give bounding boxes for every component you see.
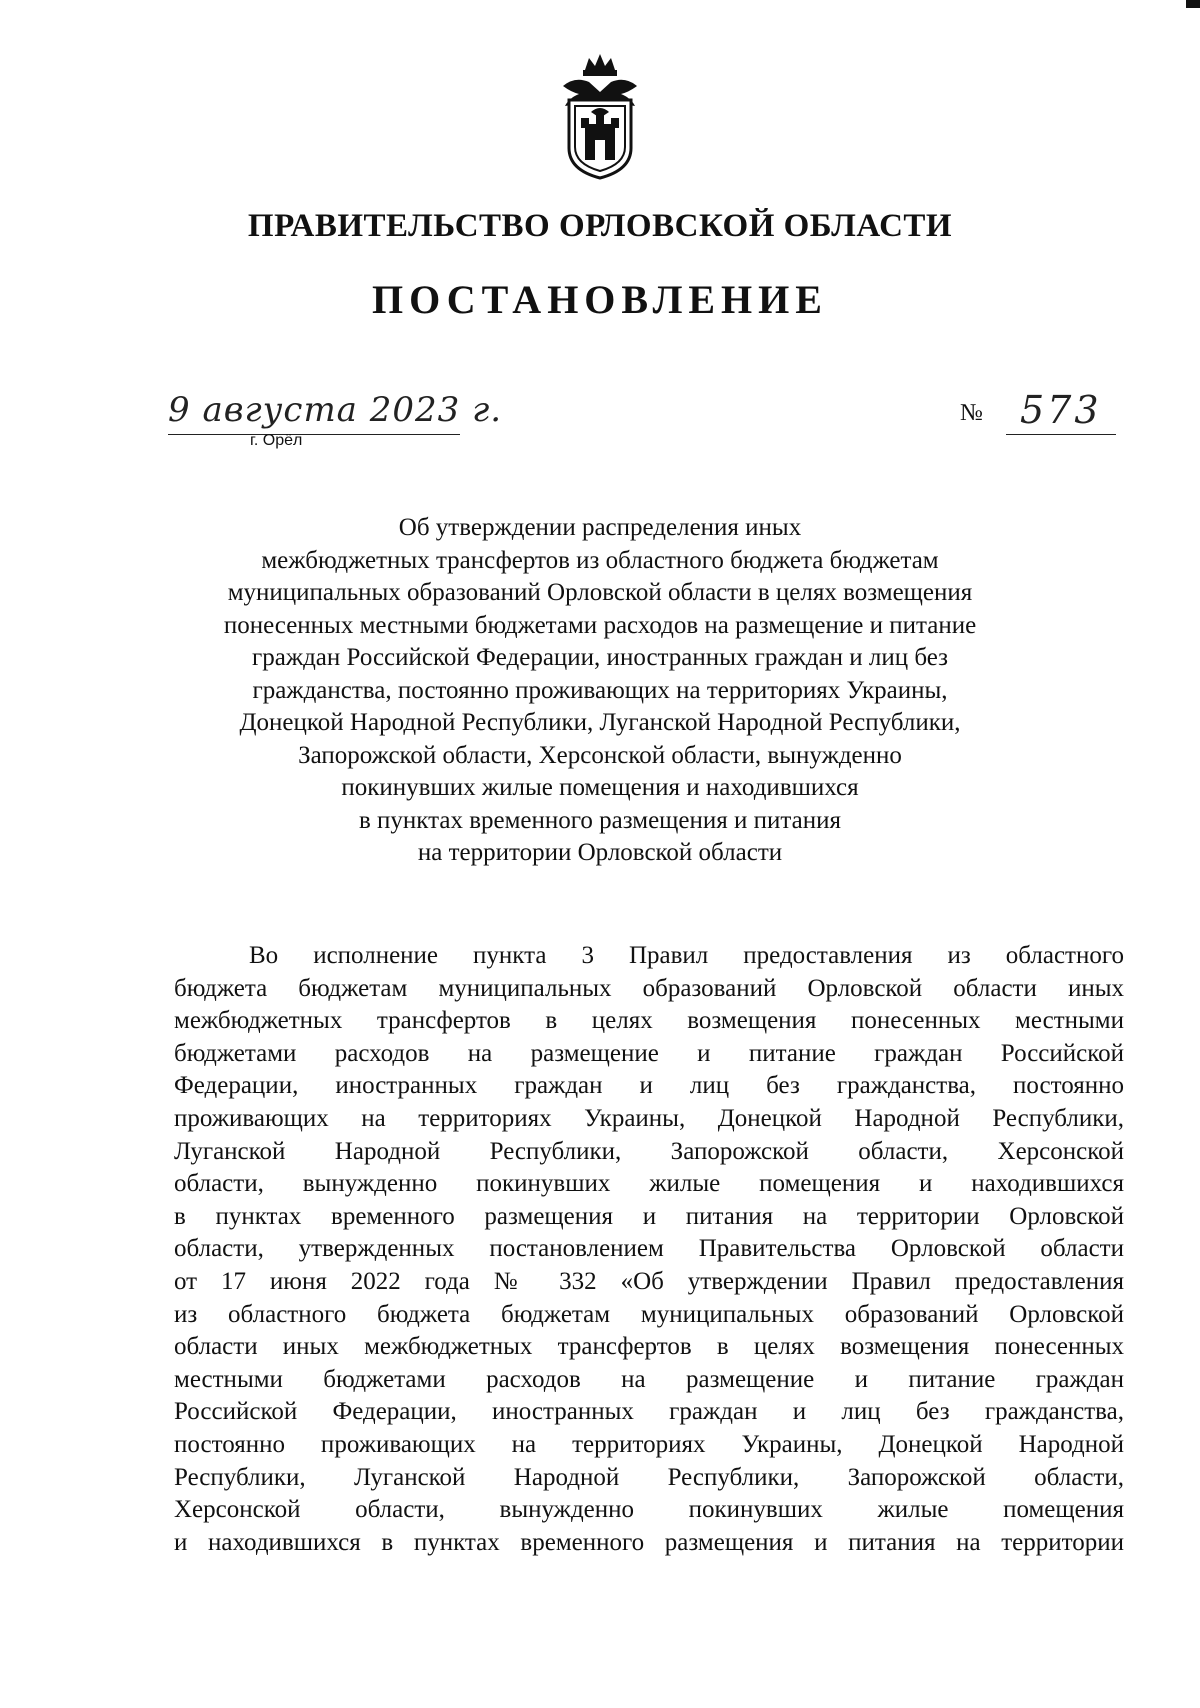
- body-line: Луганской Народной Республики, Запорожской области, Херсонской: [174, 1137, 1124, 1165]
- subject-line: в пунктах временного размещения и питания: [358, 806, 842, 834]
- scan-corner-mark: [1186, 0, 1200, 8]
- subject-line: Об утверждении распределения иных: [398, 514, 802, 541]
- subject-line: на территории Орловской области: [417, 839, 783, 866]
- body-line: постоянно проживающих на территориях Украины, Донецкой Народной: [174, 1430, 1124, 1458]
- document-body: [174, 940, 1124, 1559]
- document-subject: [200, 512, 1000, 870]
- subject-line: межбюджетных трансфертов из областного бюджета бюджетам: [261, 546, 939, 574]
- document-type-title: ПОСТАНОВЛЕНИЕ: [372, 277, 828, 322]
- body-line: Республики, Луганской Народной Республики, Запорожской области,: [174, 1463, 1124, 1491]
- number-sign: №: [960, 400, 983, 426]
- subject-line: Донецкой Народной Республики, Луганской Народной Республики,: [239, 709, 961, 736]
- handwritten-date: 9 августа 2023 г.: [168, 390, 503, 430]
- organization-title: ПРАВИТЕЛЬСТВО ОРЛОВСКОЙ ОБЛАСТИ: [247, 208, 953, 244]
- body-line: Федерации, иностранных граждан и лиц без гражданства, постоянно: [174, 1072, 1124, 1100]
- body-line: бюджетами расходов на размещение и питание граждан Российской: [174, 1039, 1124, 1067]
- body-line: из областного бюджета бюджетам муниципальных образований Орловской: [174, 1300, 1124, 1328]
- subject-line: понесенных местными бюджетами расходов на размещение и питание: [223, 611, 977, 639]
- body-line: проживающих на территориях Украины, Донецкой Народной Республики,: [174, 1104, 1124, 1132]
- date-underline: [168, 434, 460, 435]
- body-line: межбюджетных трансфертов в целях возмещения понесенных местными: [174, 1007, 1124, 1035]
- body-line: Херсонской области, вынужденно покинувших жилые помещения: [174, 1496, 1124, 1524]
- body-line: и находившихся в пунктах временного размещения и питания на территории: [174, 1528, 1124, 1556]
- body-line: в пунктах временного размещения и питания на территории Орловской: [174, 1202, 1124, 1230]
- number-underline: [1006, 434, 1116, 435]
- document-number-field: [960, 388, 1120, 442]
- body-line: Во исполнение пункта 3 Правил предоставления из областного: [249, 942, 1124, 969]
- body-line: Российской Федерации, иностранных граждан и лиц без гражданства,: [174, 1398, 1124, 1426]
- subject-line: муниципальных образований Орловской области в целях возмещения: [227, 579, 973, 606]
- subject-line: покинувших жилые помещения и находившихся: [341, 774, 859, 801]
- body-line: области иных межбюджетных трансфертов в целях возмещения понесенных: [174, 1333, 1124, 1361]
- handwritten-number: 573: [1020, 388, 1102, 432]
- body-line: бюджета бюджетам муниципальных образований Орловской области иных: [174, 974, 1124, 1002]
- body-line: от 17 июня 2022 года № 332 «Об утверждении Правил предоставления: [174, 1267, 1124, 1295]
- body-line: области, вынужденно покинувших жилые помещения и находившихся: [174, 1170, 1124, 1198]
- body-line: местными бюджетами расходов на размещение и питание граждан: [174, 1365, 1124, 1393]
- date-field: [168, 390, 503, 432]
- coat-of-arms-emblem: [555, 52, 645, 182]
- subject-line: гражданства, постоянно проживающих на территориях Украины,: [252, 676, 948, 704]
- body-line: области, утвержденных постановлением Правительства Орловской области: [174, 1235, 1124, 1263]
- subject-line: Запорожской области, Херсонской области, вынужденно: [298, 741, 902, 769]
- subject-line: граждан Российской Федерации, иностранных граждан и лиц без: [251, 644, 949, 671]
- city-label: г. Орёл: [250, 432, 303, 449]
